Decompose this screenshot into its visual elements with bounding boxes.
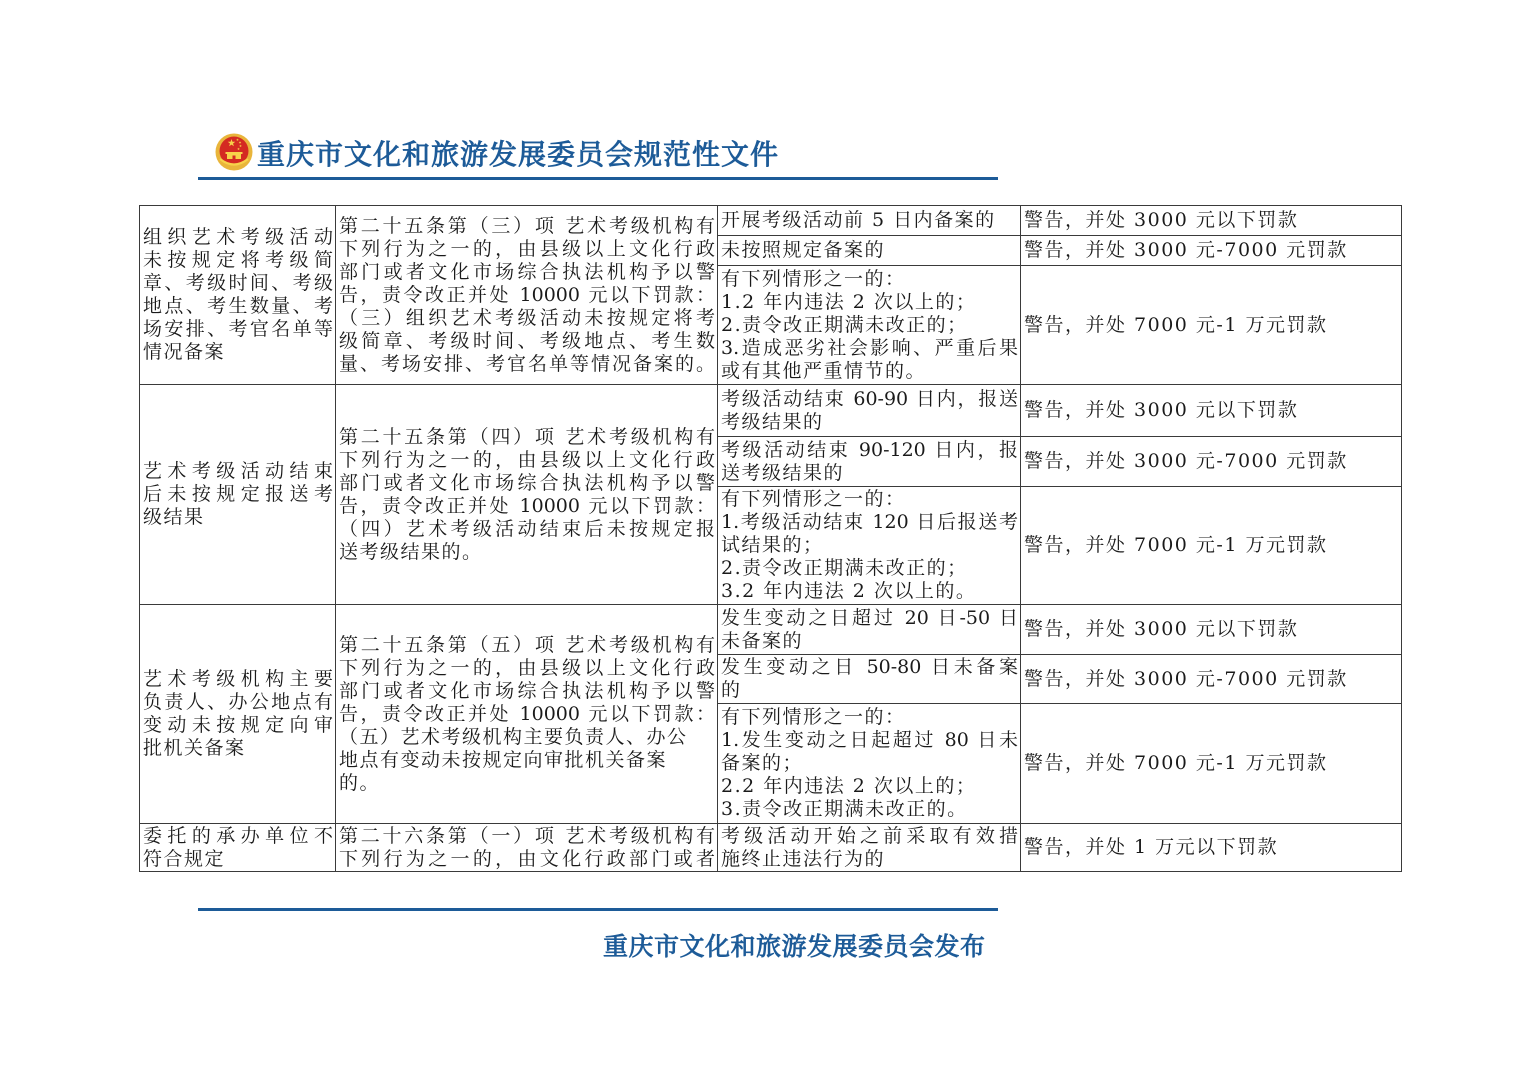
cell-text-line: 章、考级时间、考级 (143, 272, 333, 294)
circumstance-cell (718, 206, 1021, 236)
cell-text-line: 警告，并处 3000 元-7000 元罚款 (1024, 239, 1348, 261)
cell-text-line: 变动未按规定向审 (143, 714, 333, 736)
cell-text-line: 情况备案 (143, 341, 226, 363)
table-row (140, 206, 1402, 236)
cell-text-line: 警告，并处 7000 元-1 万元罚款 (1024, 752, 1328, 774)
cell-text-line: 未按照规定备案的 (721, 239, 886, 261)
cell-text-line: 未按规定将考级简 (143, 249, 333, 271)
cell-text-line: 后未按规定报送考 (143, 483, 333, 505)
cell-text-line: 警告，并处 3000 元-7000 元罚款 (1024, 450, 1348, 472)
cell-text-line: 的。 (339, 771, 381, 794)
cell-text-line: 艺术考级活动结束 (143, 460, 333, 482)
cell-text-line: 考级结果的 (721, 410, 824, 433)
cell-text-line: 组织艺术考级活动 (143, 226, 333, 248)
cell-text-line: 场安排、考官名单等 (143, 318, 333, 340)
cell-text-line: 有下列情形之一的： (721, 706, 906, 728)
cell-text-line: 警告，并处 3000 元-7000 元罚款 (1024, 667, 1348, 690)
violation-behavior-cell (140, 385, 336, 605)
legal-basis-cell (336, 605, 718, 824)
cell-text-line: 告，责令改正并处 10000 元以下罚款： (339, 702, 715, 725)
cell-text-line: 3.造成恶劣社会影响、严重后果 (721, 336, 1018, 359)
cell-text-line: 有下列情形之一的： (721, 488, 906, 510)
cell-text-line: 发生变动之日超过 20 日-50 日 (721, 606, 1018, 629)
cell-text-line: 下列行为之一的，由县级以上文化行政 (339, 656, 715, 679)
violation-behavior-cell (140, 605, 336, 824)
penalty-cell (1021, 385, 1402, 437)
cell-text-line: 符合规定 (143, 847, 226, 870)
legal-basis-cell (336, 206, 718, 385)
penalty-cell (1021, 236, 1402, 266)
cell-text-line: 级简章、考级时间、考级地点、考生数 (339, 329, 715, 352)
penalty-cell (1021, 437, 1402, 487)
cell-text-line: 警告，并处 1 万元以下罚款 (1024, 836, 1279, 858)
cell-text-line: 2.责令改正期满未改正的； (721, 557, 968, 579)
cell-text-line: 警告，并处 7000 元-1 万元罚款 (1024, 313, 1328, 336)
cell-text-line: 告，责令改正并处 10000 元以下罚款： (339, 283, 715, 306)
circumstance-cell (718, 437, 1021, 487)
penalty-cell (1021, 206, 1402, 236)
table-row (140, 824, 1402, 872)
penalty-cell (1021, 605, 1402, 655)
cell-text-line: 2.责令改正期满未改正的； (721, 313, 968, 336)
footer-divider (198, 908, 998, 911)
cell-text-line: 考级活动结束 60-90 日内，报送 (721, 387, 1018, 410)
circumstance-cell (718, 266, 1021, 385)
penalty-cell (1021, 655, 1402, 704)
penalty-cell (1021, 824, 1402, 872)
cell-text-line: 地点有变动未按规定向审批机关备案 (339, 748, 668, 771)
cell-text-line: 第二十五条第（五）项 艺术考级机构有 (339, 633, 715, 656)
cell-text-line: 下列行为之一的，由县级以上文化行政 (339, 237, 715, 260)
circumstance-cell (718, 655, 1021, 704)
circumstance-cell (718, 704, 1021, 824)
cell-text-line: 考级活动结束 90-120 日内，报 (721, 438, 1018, 461)
cell-text-line: 备案的； (721, 752, 804, 774)
cell-text-line: 告，责令改正并处 10000 元以下罚款： (339, 494, 715, 517)
cell-text-line: 第二十六条第（一）项 艺术考级机构有 (339, 824, 715, 847)
header-divider (198, 177, 998, 180)
cell-text-line: 1.发生变动之日起超过 80 日未 (721, 729, 1018, 751)
cell-text-line: 施终止违法行为的 (721, 847, 886, 870)
cell-text-line: 未备案的 (721, 629, 804, 652)
cell-text-line: 试结果的； (721, 534, 824, 556)
cell-text-line: （三）组织艺术考级活动未按规定将考 (339, 306, 715, 329)
publisher-text: 重庆市文化和旅游发展委员会发布 (603, 932, 986, 961)
penalty-cell (1021, 266, 1402, 385)
cell-text-line: 3.2 年内违法 2 次以上的。 (721, 580, 977, 602)
cell-text-line: （四）艺术考级活动结束后未按规定报 (339, 517, 715, 540)
cell-text-line: 下列行为之一的，由县级以上文化行政 (339, 448, 715, 471)
cell-text-line: 的 (721, 679, 742, 701)
national-emblem-icon (215, 133, 253, 171)
circumstance-cell (718, 487, 1021, 605)
cell-text-line: 艺术考级机构主要 (143, 668, 333, 690)
document-title: 重庆市文化和旅游发展委员会规范性文件 (257, 138, 780, 171)
legal-basis-cell (336, 385, 718, 605)
circumstance-cell (718, 824, 1021, 872)
cell-text-line: 部门或者文化市场综合执法机构予以警 (339, 471, 715, 494)
penalty-cell (1021, 704, 1402, 824)
cell-text-line: （五）艺术考级机构主要负责人、办公 (339, 725, 688, 748)
cell-text-line: 警告，并处 3000 元以下罚款 (1024, 399, 1299, 421)
cell-text-line: 量、考场安排、考官名单等情况备案的。 (339, 352, 715, 375)
cell-text-line: 第二十五条第（四）项 艺术考级机构有 (339, 425, 715, 448)
cell-text-line: 负责人、办公地点有 (143, 691, 333, 713)
cell-text-line: 委托的承办单位不 (143, 824, 333, 847)
cell-text-line: 部门或者文化市场综合执法机构予以警 (339, 260, 715, 283)
cell-text-line: 2.2 年内违法 2 次以上的； (721, 775, 977, 797)
cell-text-line: 1.2 年内违法 2 次以上的； (721, 290, 977, 313)
cell-text-line: 警告，并处 3000 元以下罚款 (1024, 209, 1299, 231)
cell-text-line: 1.考级活动结束 120 日后报送考 (721, 511, 1018, 533)
cell-text-line: 警告，并处 7000 元-1 万元罚款 (1024, 534, 1328, 556)
violation-behavior-cell (140, 824, 336, 872)
cell-text-line: 地点、考生数量、考 (143, 295, 333, 317)
cell-text-line: 考级活动开始之前采取有效措 (721, 824, 1018, 847)
cell-text-line: 警告，并处 3000 元以下罚款 (1024, 618, 1299, 640)
table-row (140, 385, 1402, 437)
circumstance-cell (718, 385, 1021, 437)
cell-text-line: 批机关备案 (143, 737, 246, 759)
cell-text-line: 第二十五条第（三）项 艺术考级机构有 (339, 214, 715, 237)
cell-text-line: 3.责令改正期满未改正的。 (721, 798, 968, 820)
cell-text-line: 送考级结果的 (721, 461, 845, 484)
cell-text-line: 下列行为之一的，由文化行政部门或者 (339, 847, 715, 870)
circumstance-cell (718, 236, 1021, 266)
circumstance-cell (718, 605, 1021, 655)
cell-text-line: 发生变动之日 50-80 日未备案 (721, 656, 1018, 678)
penalty-table (139, 205, 1402, 872)
violation-behavior-cell (140, 206, 336, 385)
cell-text-line: 级结果 (143, 506, 205, 528)
penalty-cell (1021, 487, 1402, 605)
legal-basis-cell (336, 824, 718, 872)
cell-text-line: 送考级结果的。 (339, 540, 483, 563)
cell-text-line: 开展考级活动前 5 日内备案的 (721, 209, 996, 231)
cell-text-line: 部门或者文化市场综合执法机构予以警 (339, 679, 715, 702)
cell-text-line: 有下列情形之一的： (721, 267, 906, 290)
cell-text-line: 或有其他严重情节的。 (721, 359, 927, 382)
table-row (140, 605, 1402, 655)
